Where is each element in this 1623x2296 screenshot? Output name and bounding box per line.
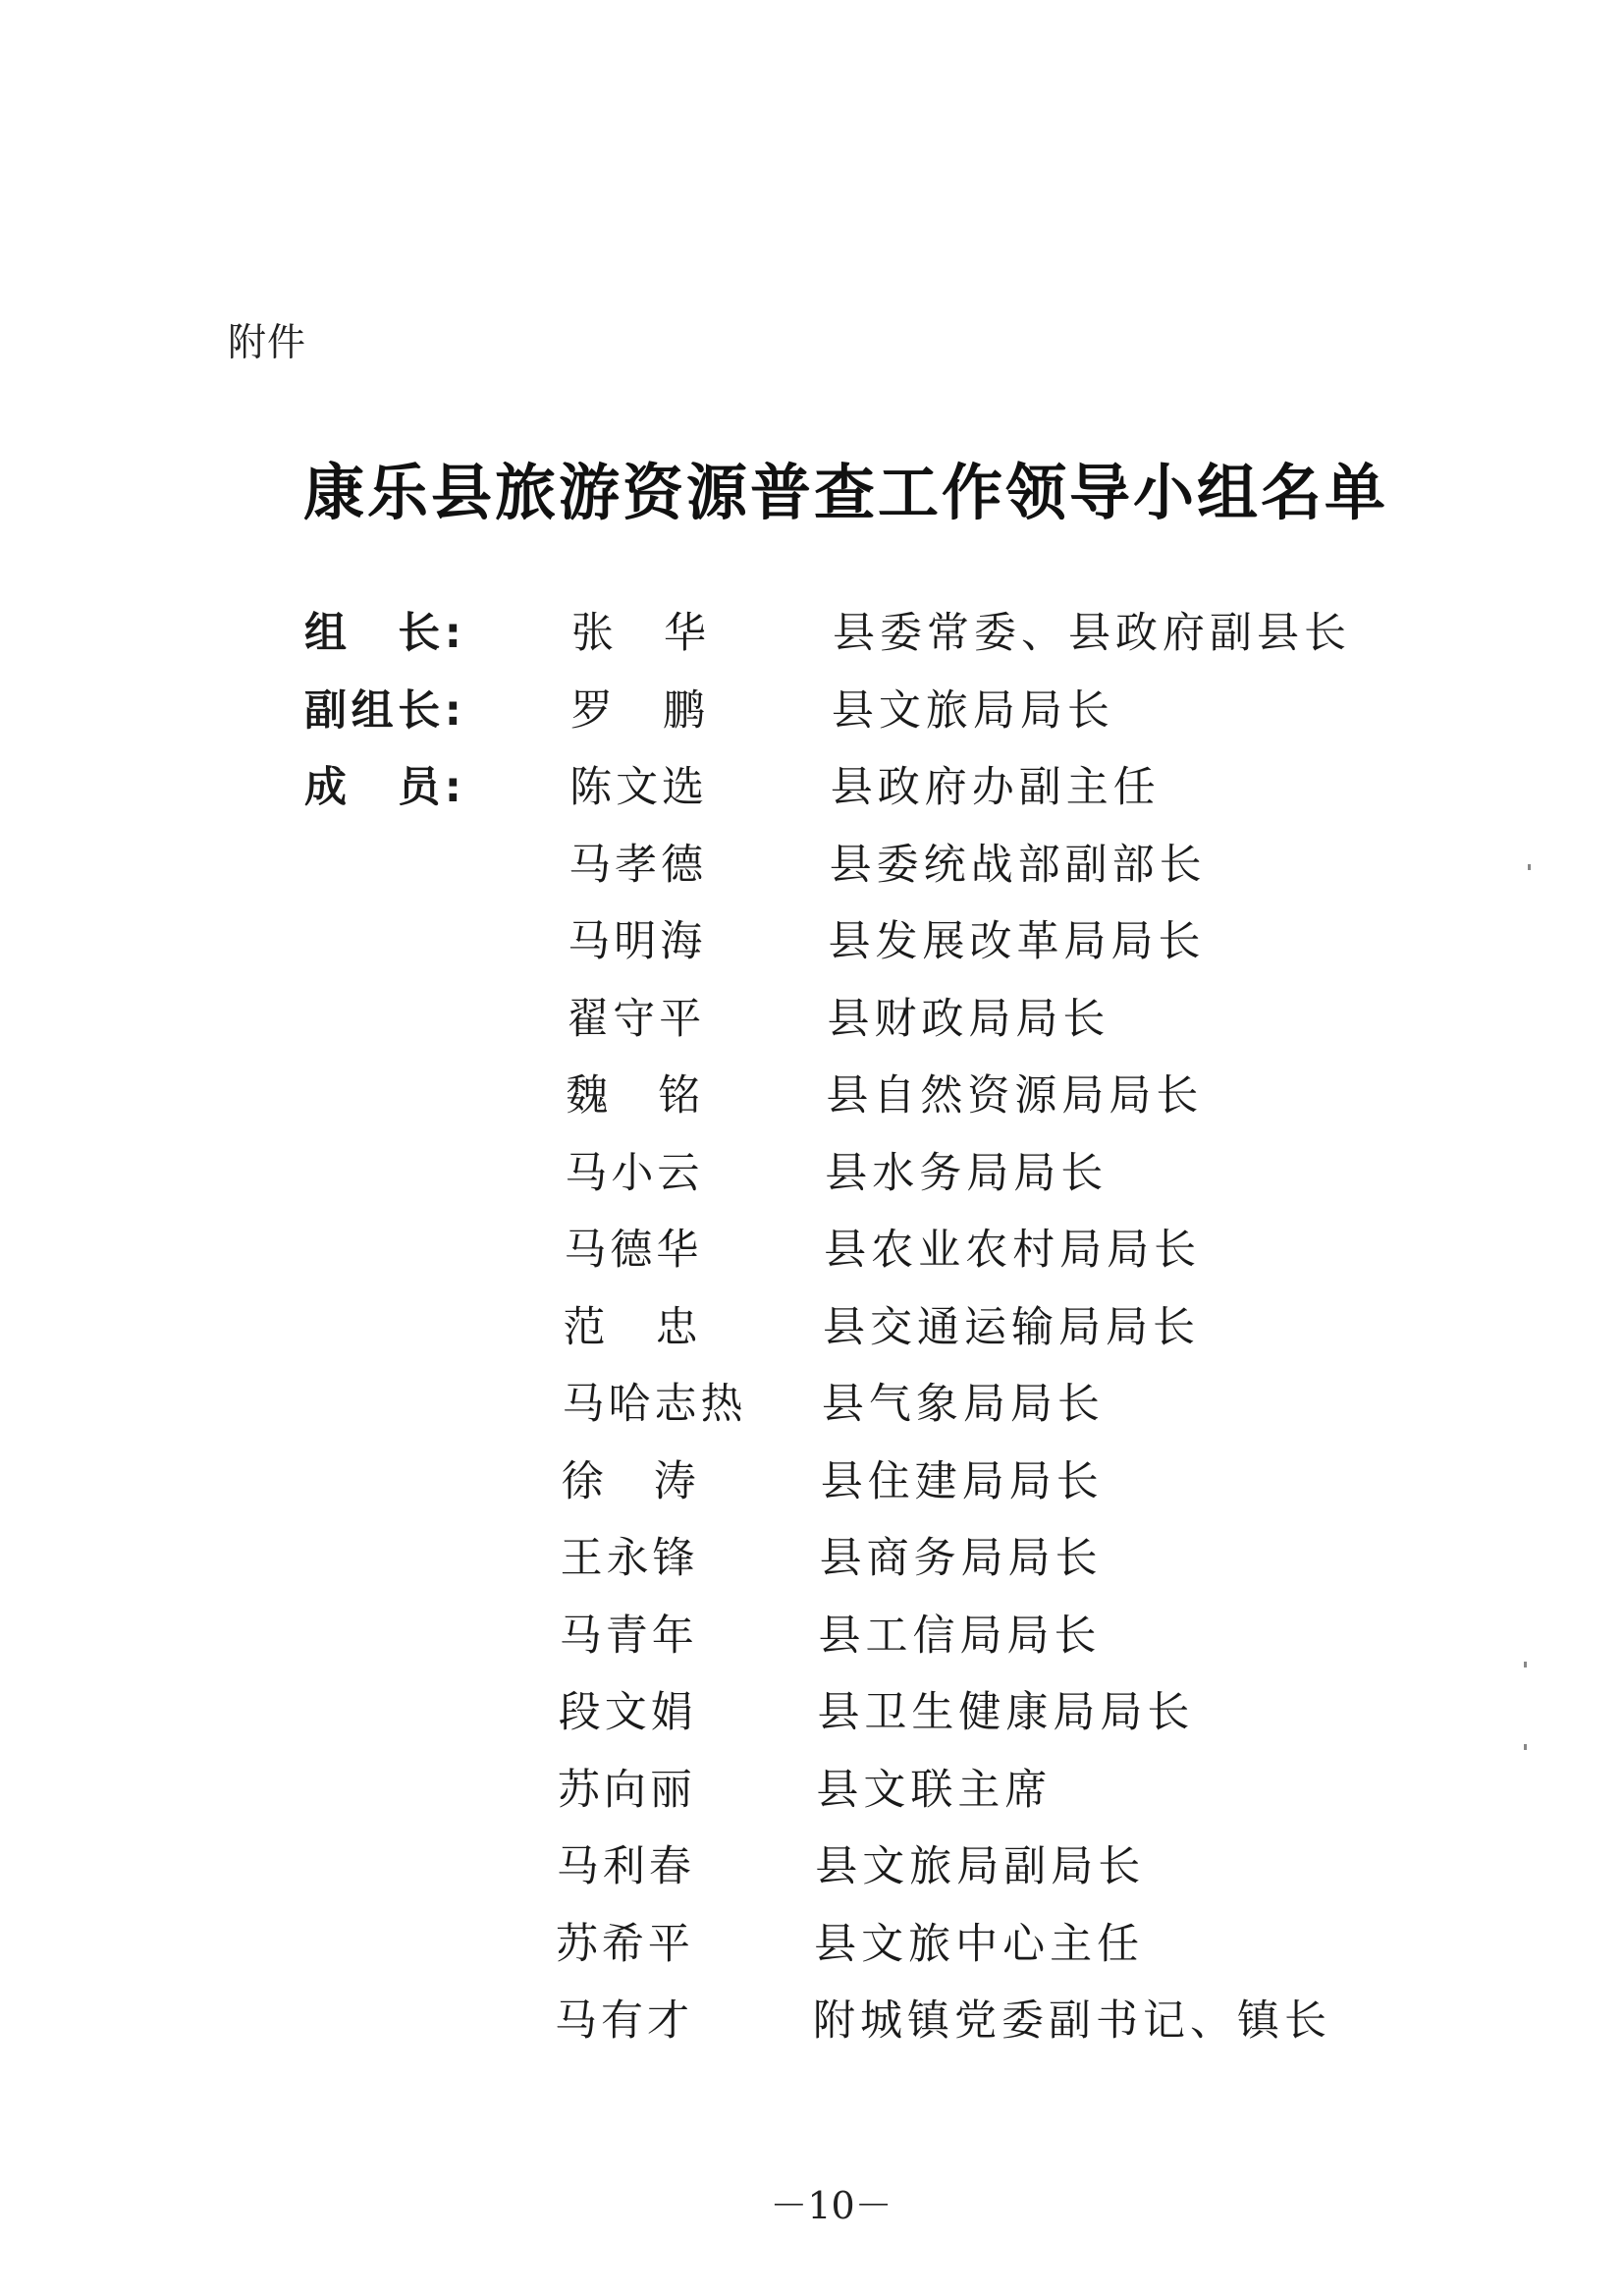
- member-position: 附城镇党委副书记、镇长: [813, 1996, 1331, 2046]
- member-name: 马青年: [559, 1611, 698, 1661]
- scan-speck: [1524, 1744, 1527, 1750]
- member-position: 县发展改革局局长: [828, 917, 1206, 966]
- member-position: 县文旅中心主任: [814, 1919, 1145, 1969]
- member-name: 马孝德: [568, 840, 708, 890]
- member-position: 县自然资源局局长: [826, 1071, 1204, 1121]
- member-name: 马哈志热: [562, 1380, 747, 1429]
- roster-row: [0, 1066, 1623, 1125]
- member-name: 马有才: [555, 1996, 693, 2046]
- member-name: 马明海: [568, 917, 707, 966]
- roster-row: [0, 604, 1623, 663]
- roster-row: [0, 1761, 1623, 1820]
- roster-row: [0, 1607, 1623, 1666]
- member-name: 魏 铭: [566, 1071, 705, 1121]
- roster-row: [0, 682, 1623, 740]
- roster-row: [0, 1221, 1623, 1280]
- roster-row: [0, 1375, 1623, 1434]
- roster-row: [0, 1298, 1623, 1357]
- member-position: 县气象局局长: [821, 1380, 1105, 1429]
- roster-row: [0, 1915, 1623, 1974]
- roster-row: [0, 912, 1623, 971]
- member-position: 县工信局局长: [818, 1611, 1102, 1661]
- member-name: 翟守平: [567, 994, 706, 1044]
- roster-row: [0, 1529, 1623, 1588]
- roster-row: [0, 758, 1623, 817]
- scan-speck: [1524, 1662, 1527, 1667]
- roster-row: [0, 1992, 1623, 2050]
- member-name: 马利春: [556, 1842, 695, 1891]
- member-position: 县商务局局长: [819, 1534, 1103, 1583]
- member-position: 县卫生健康局局长: [817, 1688, 1195, 1737]
- member-name: 段文娟: [558, 1688, 697, 1737]
- role-label: 组 长:: [304, 609, 461, 658]
- attachment-label: 附件: [228, 321, 307, 365]
- member-name: 陈文选: [569, 763, 709, 812]
- member-position: 县委常委、县政府副县长: [833, 609, 1351, 658]
- member-name: 马小云: [565, 1148, 704, 1198]
- document-title: 康乐县旅游资源普查工作领导小组名单: [302, 457, 1388, 528]
- member-name: 张 华: [571, 609, 710, 658]
- member-name: 徐 涛: [561, 1456, 700, 1506]
- member-position: 县委统战部副部长: [829, 840, 1207, 890]
- member-position: 县文联主席: [816, 1765, 1053, 1815]
- role-label: 成 员:: [304, 763, 461, 812]
- member-name: 苏希平: [555, 1919, 694, 1969]
- role-label: 副组长:: [304, 685, 461, 736]
- member-name: 王永锋: [560, 1534, 699, 1583]
- roster-row: [0, 990, 1623, 1049]
- roster-row: [0, 1452, 1623, 1511]
- member-position: 县财政局局长: [827, 994, 1110, 1044]
- member-name: 范 忠: [563, 1302, 702, 1352]
- scan-speck: [1528, 864, 1531, 870]
- member-name: 罗 鹏: [570, 685, 710, 736]
- member-position: 县政府办副主任: [830, 763, 1161, 812]
- member-name: 马德华: [564, 1226, 703, 1275]
- member-position: 县文旅局副局长: [815, 1842, 1146, 1891]
- member-name: 苏向丽: [557, 1765, 696, 1815]
- member-position: 县水务局局长: [825, 1148, 1109, 1198]
- member-position: 县交通运输局局长: [823, 1302, 1200, 1352]
- member-position: 县住建局局长: [820, 1456, 1104, 1506]
- roster-row: [0, 1144, 1623, 1203]
- member-position: 县文旅局局长: [831, 685, 1114, 736]
- page-number: －10－: [770, 2184, 893, 2227]
- roster-row: [0, 1683, 1623, 1742]
- roster-row: [0, 1837, 1623, 1896]
- roster-row: [0, 836, 1623, 895]
- member-position: 县农业农村局局长: [824, 1226, 1202, 1275]
